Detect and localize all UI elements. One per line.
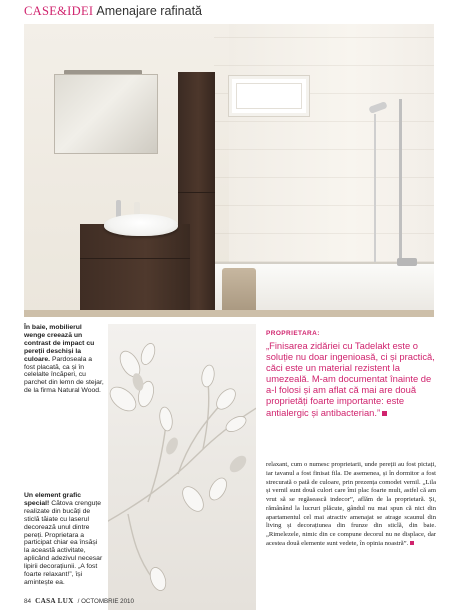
issue-date: / OCTOMBRIE 2010 — [77, 598, 134, 605]
tub-faucet — [397, 258, 417, 266]
bathroom-photo — [24, 24, 434, 317]
floor — [24, 310, 434, 317]
magazine-brand: CASA LUX — [35, 597, 74, 605]
vessel-sink — [104, 214, 178, 236]
end-of-article-icon — [410, 541, 414, 545]
vanity-cabinet — [80, 224, 190, 317]
end-mark-icon — [382, 411, 387, 416]
glass-leaves-photo — [108, 324, 256, 610]
pull-quote-text: „Finisarea zidăriei cu Tadelakt este o soluție nu doar ingenioasă, ci și practică, căci este un material rezistent la umezeală. M-am documentat înainte de a-l folosi și am aflat că mai are două proprietăți foarte importante: este antialergic și antibacterian.” — [266, 340, 435, 418]
vanity-drawer-line — [80, 258, 190, 259]
page-header — [24, 4, 202, 22]
caption-bathroom-bold: În baie, mobilierul wenge creează un contrast de impact cu pereții deschiși la culoare. — [24, 324, 95, 363]
caption-bathroom-text: Pardoseala a fost placată, ca și în celelalte încăperi, cu parchet din lemn de stejar, de la firma Natural Wood. — [24, 355, 104, 395]
pull-quote — [266, 340, 436, 418]
caption-glass-art — [24, 492, 104, 587]
page-footer — [24, 597, 134, 607]
article-body-text: relaxant, cum o numesc proprietarii, unde pereții au fost pictați, iar tavanul a fost finisat fila. De asemenea, și în dormitor a fost strecurată o pată de culoare, prin prezența comodei vernil. „Lila și vernil sunt două culori care îmi plac foarte mult, astfel că am vrut să se regăsească indecor”, aflăm de la proprietară. Și, rămânând la lucruri plăcute, gândul nu mai spun că nici din apartamentul cel mai atractiv amenajat se atrage scaunul din living și decorațiunea din frunze din sticlă, din baie. „Rimelezele, nimic din ce compune decorul nu ne displace, dar acestea două elemente sunt vedete, în opinia noastră”. — [266, 461, 436, 547]
caption-bathroom — [24, 324, 104, 395]
caption-glass-bold: Un element grafic special! — [24, 492, 82, 507]
glass-leaves-illustration — [108, 324, 256, 610]
mirror — [54, 74, 158, 154]
quote-label: PROPRIETARA: — [266, 330, 320, 337]
page-number: 84 — [24, 598, 32, 605]
towel — [222, 268, 256, 314]
caption-glass-text: Cătova crenguțe realizate din bucăți de sticlă tăiate cu laserul decorează unul dintre pereți. Proprietara a participat chiar ea însăși la această activitate, aplicând adezivul necesar lipirii decorațiunii. „A fost foarte relaxant!”, își amintește ea. — [24, 499, 103, 586]
article-title: Amenajare rafinată — [96, 4, 202, 18]
section-label: CASE&IDEI — [24, 4, 94, 18]
article-body — [266, 461, 436, 549]
window — [229, 76, 309, 116]
